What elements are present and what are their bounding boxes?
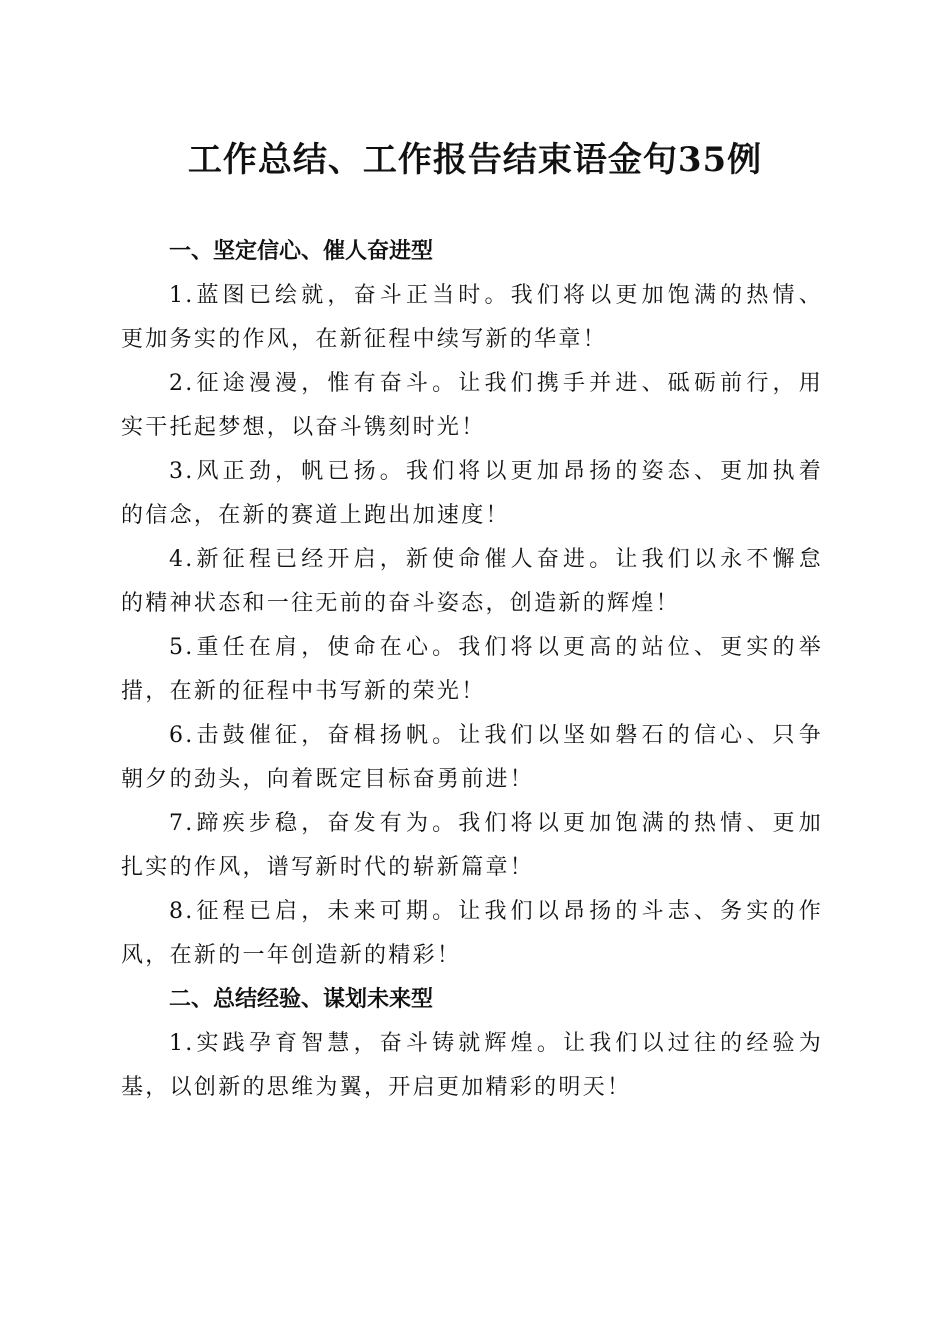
paragraph-line: 的信念，在新的赛道上跑出加速度！ — [121, 503, 510, 528]
section-heading-1: 一、坚定信心、催人奋进型 — [169, 239, 434, 264]
paragraph-line: 1.蓝图已绘就，奋斗正当时。我们将以更加饱满的热情、 — [169, 283, 823, 308]
paragraph-line: 更加务实的作风，在新征程中续写新的华章！ — [121, 327, 608, 352]
list-item — [121, 274, 823, 362]
paragraph-line: 1.实践孕育智慧，奋斗铸就辉煌。让我们以过往的经验为 — [169, 1031, 823, 1056]
document-title: 工作总结、工作报告结束语金句35例 — [187, 140, 763, 180]
paragraph-line: 2.征途漫漫，惟有奋斗。让我们携手并进、砥砺前行，用 — [169, 371, 823, 396]
paragraph-line: 7.蹄疾步稳，奋发有为。我们将以更加饱满的热情、更加 — [169, 811, 823, 836]
paragraph-line: 8.征程已启，未来可期。让我们以昂扬的斗志、务实的作 — [169, 899, 823, 924]
paragraph-line: 3.风正劲，帆已扬。我们将以更加昂扬的姿态、更加执着 — [169, 459, 823, 484]
paragraph-line: 的精神状态和一往无前的奋斗姿态，创造新的辉煌！ — [121, 591, 680, 616]
paragraph-line: 4.新征程已经开启，新使命催人奋进。让我们以永不懈怠 — [169, 547, 823, 572]
paragraph-line: 基，以创新的思维为翼，开启更加精彩的明天！ — [121, 1075, 632, 1100]
list-item — [121, 714, 823, 802]
paragraph-line: 扎实的作风，谱写新时代的崭新篇章！ — [121, 855, 535, 880]
list-item — [121, 626, 823, 714]
list-item — [121, 362, 823, 450]
paragraph-line: 风，在新的一年创造新的精彩！ — [121, 943, 462, 968]
list-item — [121, 538, 823, 626]
list-item — [121, 802, 823, 890]
list-item — [121, 450, 823, 538]
list-item — [121, 1022, 823, 1110]
paragraph-line: 朝夕的劲头，向着既定目标奋勇前进！ — [121, 767, 535, 792]
paragraph-line: 措，在新的征程中书写新的荣光！ — [121, 679, 486, 704]
paragraph-line: 6.击鼓催征，奋楫扬帆。让我们以坚如磐石的信心、只争 — [169, 723, 823, 748]
paragraph-line: 实干托起梦想，以奋斗镌刻时光！ — [121, 415, 486, 440]
list-item — [121, 890, 823, 978]
paragraph-line: 5.重任在肩，使命在心。我们将以更高的站位、更实的举 — [169, 635, 823, 660]
document-body — [121, 230, 823, 1110]
section-heading-2: 二、总结经验、谋划未来型 — [169, 987, 434, 1012]
